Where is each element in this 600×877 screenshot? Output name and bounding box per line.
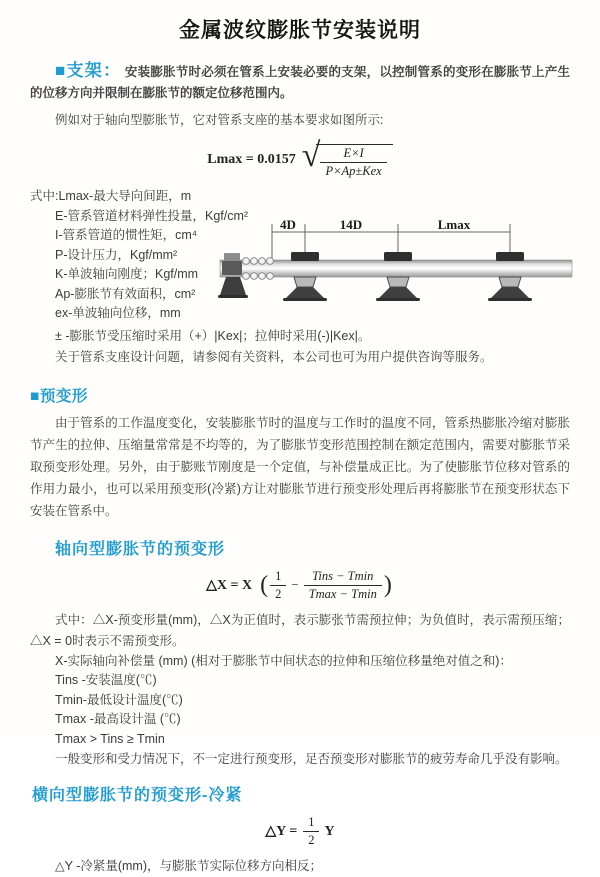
lateral-formula-lhs: △Y = bbox=[265, 824, 298, 839]
lmax-fraction-denominator: P×Ap±Kex bbox=[325, 164, 382, 178]
definition-line: Tmax > Tins ≥ Tmin bbox=[55, 731, 165, 746]
close-paren: ) bbox=[383, 572, 392, 598]
definition-line: X-实际轴向补偿量 (mm) (相对于膨胀节中间状态的拉伸和压缩位移量绝对值之和)： bbox=[55, 653, 512, 668]
axial-subsection-heading: 轴向型膨胀节的预变形 bbox=[55, 540, 226, 558]
axial-formula bbox=[30, 569, 570, 602]
definition-line: Ap-膨胀节有效面积，cm² bbox=[55, 286, 196, 301]
support-example-line: 例如对于轴向型膨胀节，它对管系支座的基本要求如图所示: bbox=[55, 113, 384, 127]
axial-formula-lhs: △X = X bbox=[206, 577, 253, 593]
one-half-fraction bbox=[303, 815, 319, 848]
minus-operator: − bbox=[291, 577, 299, 592]
support-intro-text: 安装膨胀节时必须在管系上安装必要的支架，以控制管系的变形在膨胀节上产生的位移方向并限制在膨胀节的额定位移范围内。 bbox=[30, 65, 570, 100]
pre-deform-paragraph: 由于管系的工作温度变化，安装膨胀节时的温度与工作时的温度不同，管系热膨胀冷缩对膨胀节产生的拉伸、压缩量常常是不均等的，为了膨胀节变形范围控制在额定范围内，需要对膨胀节采取预变形处理。另外，由于膨账节刚度是一个定值，与补偿量成正比。为了使膨胀节位移对管系的作用力最小，也可以采用预变形(冷紧)方让对膨胀节进行预变形处理后再将膨胀节在预变形状态下安装在管系中。 bbox=[30, 415, 570, 518]
definition-line: I-管系管道的惯性矩，cm⁴ bbox=[55, 228, 198, 242]
one-half-numerator: 1 bbox=[270, 569, 286, 586]
variables-and-diagram bbox=[30, 187, 570, 324]
section-square-icon: ■ bbox=[55, 61, 67, 80]
dim-label-14d: 14D bbox=[339, 217, 363, 232]
one-half-denominator: 2 bbox=[275, 586, 282, 601]
lateral-definition-line: △Y -冷紧量(mm)，与膨胀节实际位移方向相反； bbox=[55, 859, 323, 873]
plus-minus-note: ± -膨胀节受压缩时采用（+）|Kex|；拉伸时采用(-)|Kex|。 bbox=[55, 328, 371, 343]
page-title: 金属波纹膨胀节安装说明 bbox=[179, 19, 421, 42]
one-half-numerator: 1 bbox=[303, 815, 319, 832]
dim-label-4d: 4D bbox=[280, 217, 296, 232]
temperature-fraction bbox=[304, 569, 382, 602]
definition-line: P-设计压力，Kgf/mm² bbox=[55, 247, 178, 262]
one-half-denominator: 2 bbox=[308, 833, 315, 847]
lateral-formula bbox=[30, 815, 570, 848]
lateral-subsection-heading: 横向型膨胀节的预变形-冷紧 bbox=[32, 787, 243, 804]
definition-line: Tmax -最高设计温 (℃) bbox=[55, 712, 181, 726]
dim-label-lmax: Lmax bbox=[437, 217, 471, 232]
square-root-expression bbox=[301, 137, 393, 179]
axial-note: 一般变形和受力情况下，不一定进行预变形，足否预变形对膨胀节的疲劳寿命几乎没有影响。 bbox=[55, 752, 568, 766]
temperature-fraction-numerator: Tins − Tmin bbox=[304, 569, 382, 586]
support-section-label bbox=[55, 61, 121, 80]
pipe-support-diagram bbox=[220, 219, 572, 321]
open-paren: ( bbox=[260, 572, 269, 598]
lmax-formula bbox=[30, 137, 570, 179]
definition-line: 式中:Lmax-最大导向间距，m bbox=[30, 189, 192, 203]
pre-deform-section-heading bbox=[30, 384, 570, 406]
support-intro-paragraph bbox=[30, 60, 570, 104]
definition-line: ex-单波轴向位移，mm bbox=[55, 306, 181, 320]
pre-deform-heading-text: 预变形 bbox=[39, 387, 88, 405]
section-square-icon: ■ bbox=[30, 387, 40, 405]
temperature-fraction-denominator: Tmax − Tmin bbox=[308, 586, 377, 601]
radicand bbox=[316, 144, 392, 179]
axial-explain-paragraph: 式中：△X-预变形量(mm)，△X为正值时，表示膨张节需预拉伸；为负值时，表示需预压缩；△X = 0时表示不需预变形。 bbox=[30, 612, 570, 648]
definition-line: Tins -安装温度(℃) bbox=[55, 673, 157, 687]
lmax-formula-lhs: Lmax = 0.0157 bbox=[207, 152, 296, 167]
definition-line: E-管系管道材料弹性投量，Kgf/cm² bbox=[55, 208, 249, 223]
definition-line: Tmin-最低设计温度(℃) bbox=[55, 692, 183, 707]
lmax-fraction bbox=[320, 146, 386, 179]
radical-sign-icon: √ bbox=[301, 137, 321, 174]
one-half-fraction bbox=[270, 569, 286, 602]
consult-note: 关于管系支座设计问题，请参阅有关资料，本公司也可为用户提供咨询等服务。 bbox=[55, 349, 493, 364]
lmax-fraction-numerator: E×I bbox=[320, 146, 386, 163]
support-label-text: 支架： bbox=[66, 61, 122, 80]
axial-definitions bbox=[30, 652, 570, 750]
definition-line: K-单波轴向刚度；Kgf/mm bbox=[55, 267, 199, 281]
lateral-formula-rhs: Y bbox=[324, 823, 335, 839]
